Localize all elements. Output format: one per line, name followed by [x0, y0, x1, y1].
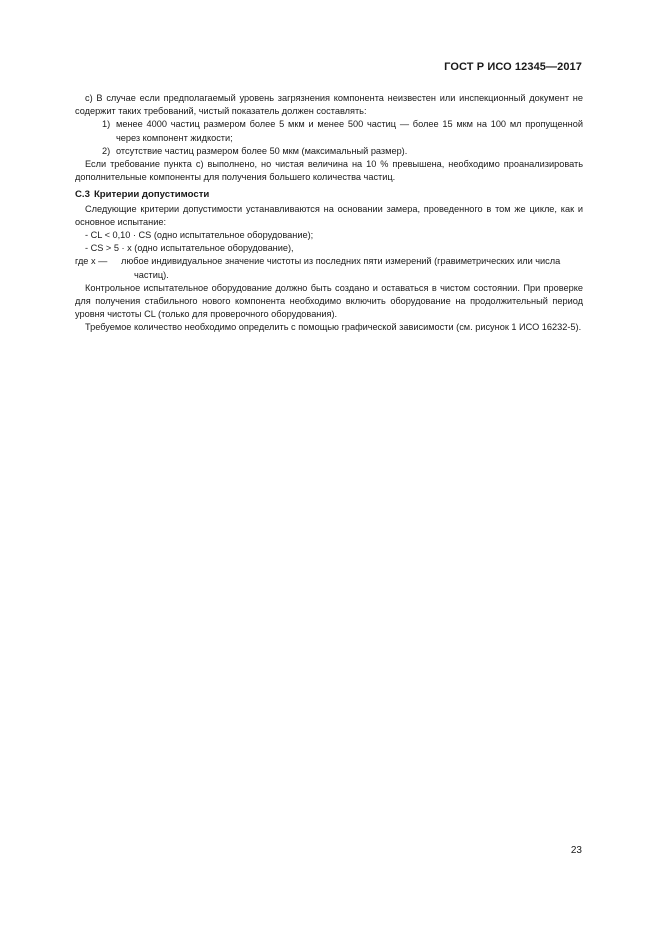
paragraph-control: Контрольное испытательное оборудование должно быть создано и оставаться в чистом состоянии. При проверке для получения стабильного нового компонента необходимо включить оборудование на продолжительный период уровня чистоты CL (только для проверочного оборудования).	[75, 282, 583, 320]
paragraph-if: Если требование пункта с) выполнено, но чистая величина на 10 % превышена, необходимо проанализировать дополнительные компоненты для получения большего количества частиц.	[75, 159, 583, 183]
list-item	[75, 145, 583, 158]
criteria-intro: Следующие критерии допустимости устанавливаются на основании замера, проведенного в том же цикле, как и основное испытание:	[75, 203, 583, 227]
criteria-item: - CL < 0,10 · CS (одно испытательное оборудование);	[85, 230, 314, 241]
paragraph-required: Требуемое количество необходимо определить с помощью графической зависимости (см. рисунок 1 ИСО 16232-5).	[85, 322, 582, 333]
paragraph-c: c) В случае если предполагаемый уровень загрязнения компонента неизвестен или инспекционный документ не содержит таких требований, чистый показатель должен составлять:	[75, 93, 583, 117]
criteria-item: - CS > 5 · x (одно испытательное оборудование),	[85, 243, 294, 254]
list-item-text: менее 4000 частиц размером более 5 мкм и менее 500 частиц — более 15 мкм на 100 мл пропущенной через компонент жидкости;	[116, 119, 583, 143]
where-text-cont: частиц).	[134, 269, 169, 280]
list-item-number: 2)	[102, 145, 111, 156]
section-number: С.3	[75, 189, 90, 201]
document-header: ГОСТ Р ИСО 12345—2017	[444, 61, 582, 73]
where-definition	[75, 255, 583, 281]
section-heading	[75, 188, 583, 201]
list-item-text: отсутствие частиц размером более 50 мкм (максимальный размер).	[116, 145, 408, 156]
page-number: 23	[570, 845, 582, 856]
where-text: любое индивидуальное значение чистоты из последних пяти измерений (гравиметрических или числа	[121, 256, 561, 267]
document-body	[75, 92, 583, 335]
section-title: Критерии допустимости	[93, 189, 210, 201]
list-item	[75, 118, 583, 144]
list-item-number: 1)	[102, 119, 111, 130]
where-prefix: где x —	[75, 256, 108, 267]
